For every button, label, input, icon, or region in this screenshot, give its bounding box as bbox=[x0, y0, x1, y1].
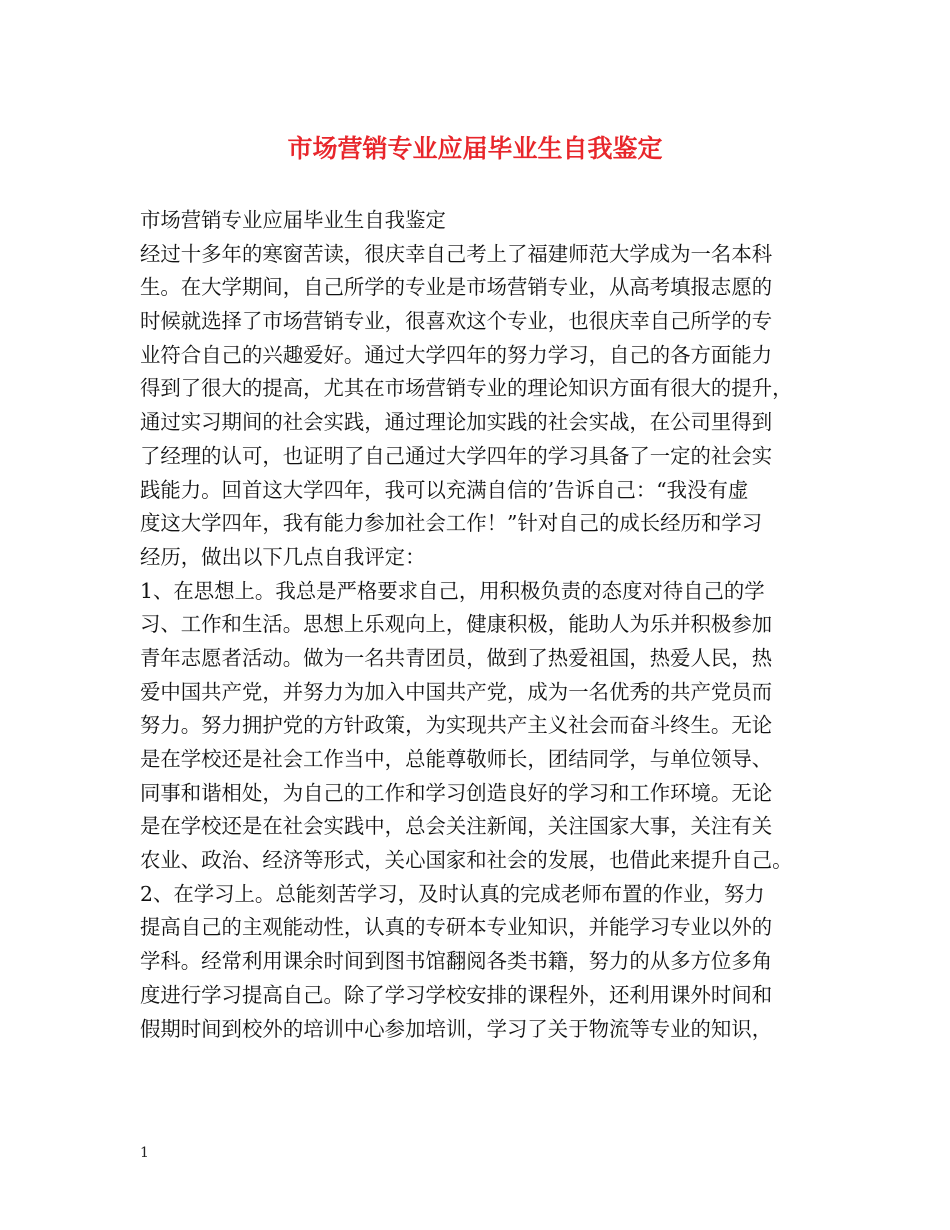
text-line: 提高自己的主观能动性，认真的专研本专业知识，并能学习专业以外的 bbox=[140, 915, 773, 940]
text-line: 市场营销专业应届毕业生自我鉴定 bbox=[140, 208, 446, 232]
text-line: 习、工作和生活。思想上乐观向上，健康积极，能助人为乐并积极参加 bbox=[140, 612, 773, 637]
text-line: 经历，做出以下几点自我评定： bbox=[140, 544, 426, 569]
text-line: 了经理的认可，也证明了自己通过大学四年的学习具备了一定的社会实 bbox=[140, 443, 773, 468]
document-body bbox=[140, 204, 820, 1046]
text-line: 同事和谐相处，为自己的工作和学习创造良好的学习和工作环境。无论 bbox=[140, 780, 773, 805]
text-line: 1、在思想上。我总是严格要求自己，用积极负责的态度对待自己的学 bbox=[140, 578, 765, 603]
text-line: 业符合自己的兴趣爱好。通过大学四年的努力学习，自己的各方面能力 bbox=[140, 342, 773, 367]
text-line: 是在学校还是社会工作当中，总能尊敬师长，团结同学，与单位领导、 bbox=[140, 747, 773, 771]
document-title: 市场营销专业应届毕业生自我鉴定 bbox=[287, 134, 663, 163]
page-number: 1 bbox=[140, 1145, 149, 1161]
text-line: 爱中国共产党，并努力为加入中国共产党，成为一名优秀的共产党员而 bbox=[140, 679, 773, 704]
text-line: 通过实习期间的社会实践，通过理论加实践的社会实战，在公司里得到 bbox=[140, 410, 773, 435]
text-line: 努力。努力拥护党的方针政策，为实现共产主义社会而奋斗终生。无论 bbox=[140, 713, 773, 738]
text-line: 时候就选择了市场营销专业，很喜欢这个专业，也很庆幸自己所学的专 bbox=[140, 309, 773, 334]
text-line: 度这大学四年，我有能力参加社会工作！”针对自己的成长经历和学习 bbox=[140, 511, 763, 536]
text-line: 得到了很大的提高，尤其在市场营销专业的理论知识方面有很大的提升， bbox=[140, 376, 793, 401]
text-line: 是在学校还是在社会实践中，总会关注新闻，关注国家大事，关注有关 bbox=[140, 814, 773, 839]
text-line: 2、在学习上。总能刻苦学习，及时认真的完成老师布置的作业，努力 bbox=[140, 881, 765, 906]
text-line: 青年志愿者活动。做为一名共青团员，做到了热爱祖国，热爱人民，热 bbox=[140, 645, 773, 670]
text-line: 践能力。回首这大学四年，我可以充满自信的’告诉自己：“我没有虚 bbox=[140, 477, 749, 502]
text-line: 农业、政治、经济等形式，关心国家和社会的发展，也借此来提升自己。 bbox=[140, 848, 793, 873]
text-line: 学科。经常利用课余时间到图书馆翻阅各类书籍，努力的从多方位多角 bbox=[140, 949, 773, 974]
text-line: 假期时间到校外的培训中心参加培训，学习了关于物流等专业的知识， bbox=[140, 1016, 773, 1041]
text-line: 生。在大学期间，自己所学的专业是市场营销专业，从高考填报志愿的 bbox=[140, 275, 773, 300]
text-line: 经过十多年的寒窗苦读，很庆幸自己考上了福建师范大学成为一名本科 bbox=[140, 241, 773, 266]
text-line: 度进行学习提高自己。除了学习学校安排的课程外，还利用课外时间和 bbox=[140, 982, 773, 1007]
